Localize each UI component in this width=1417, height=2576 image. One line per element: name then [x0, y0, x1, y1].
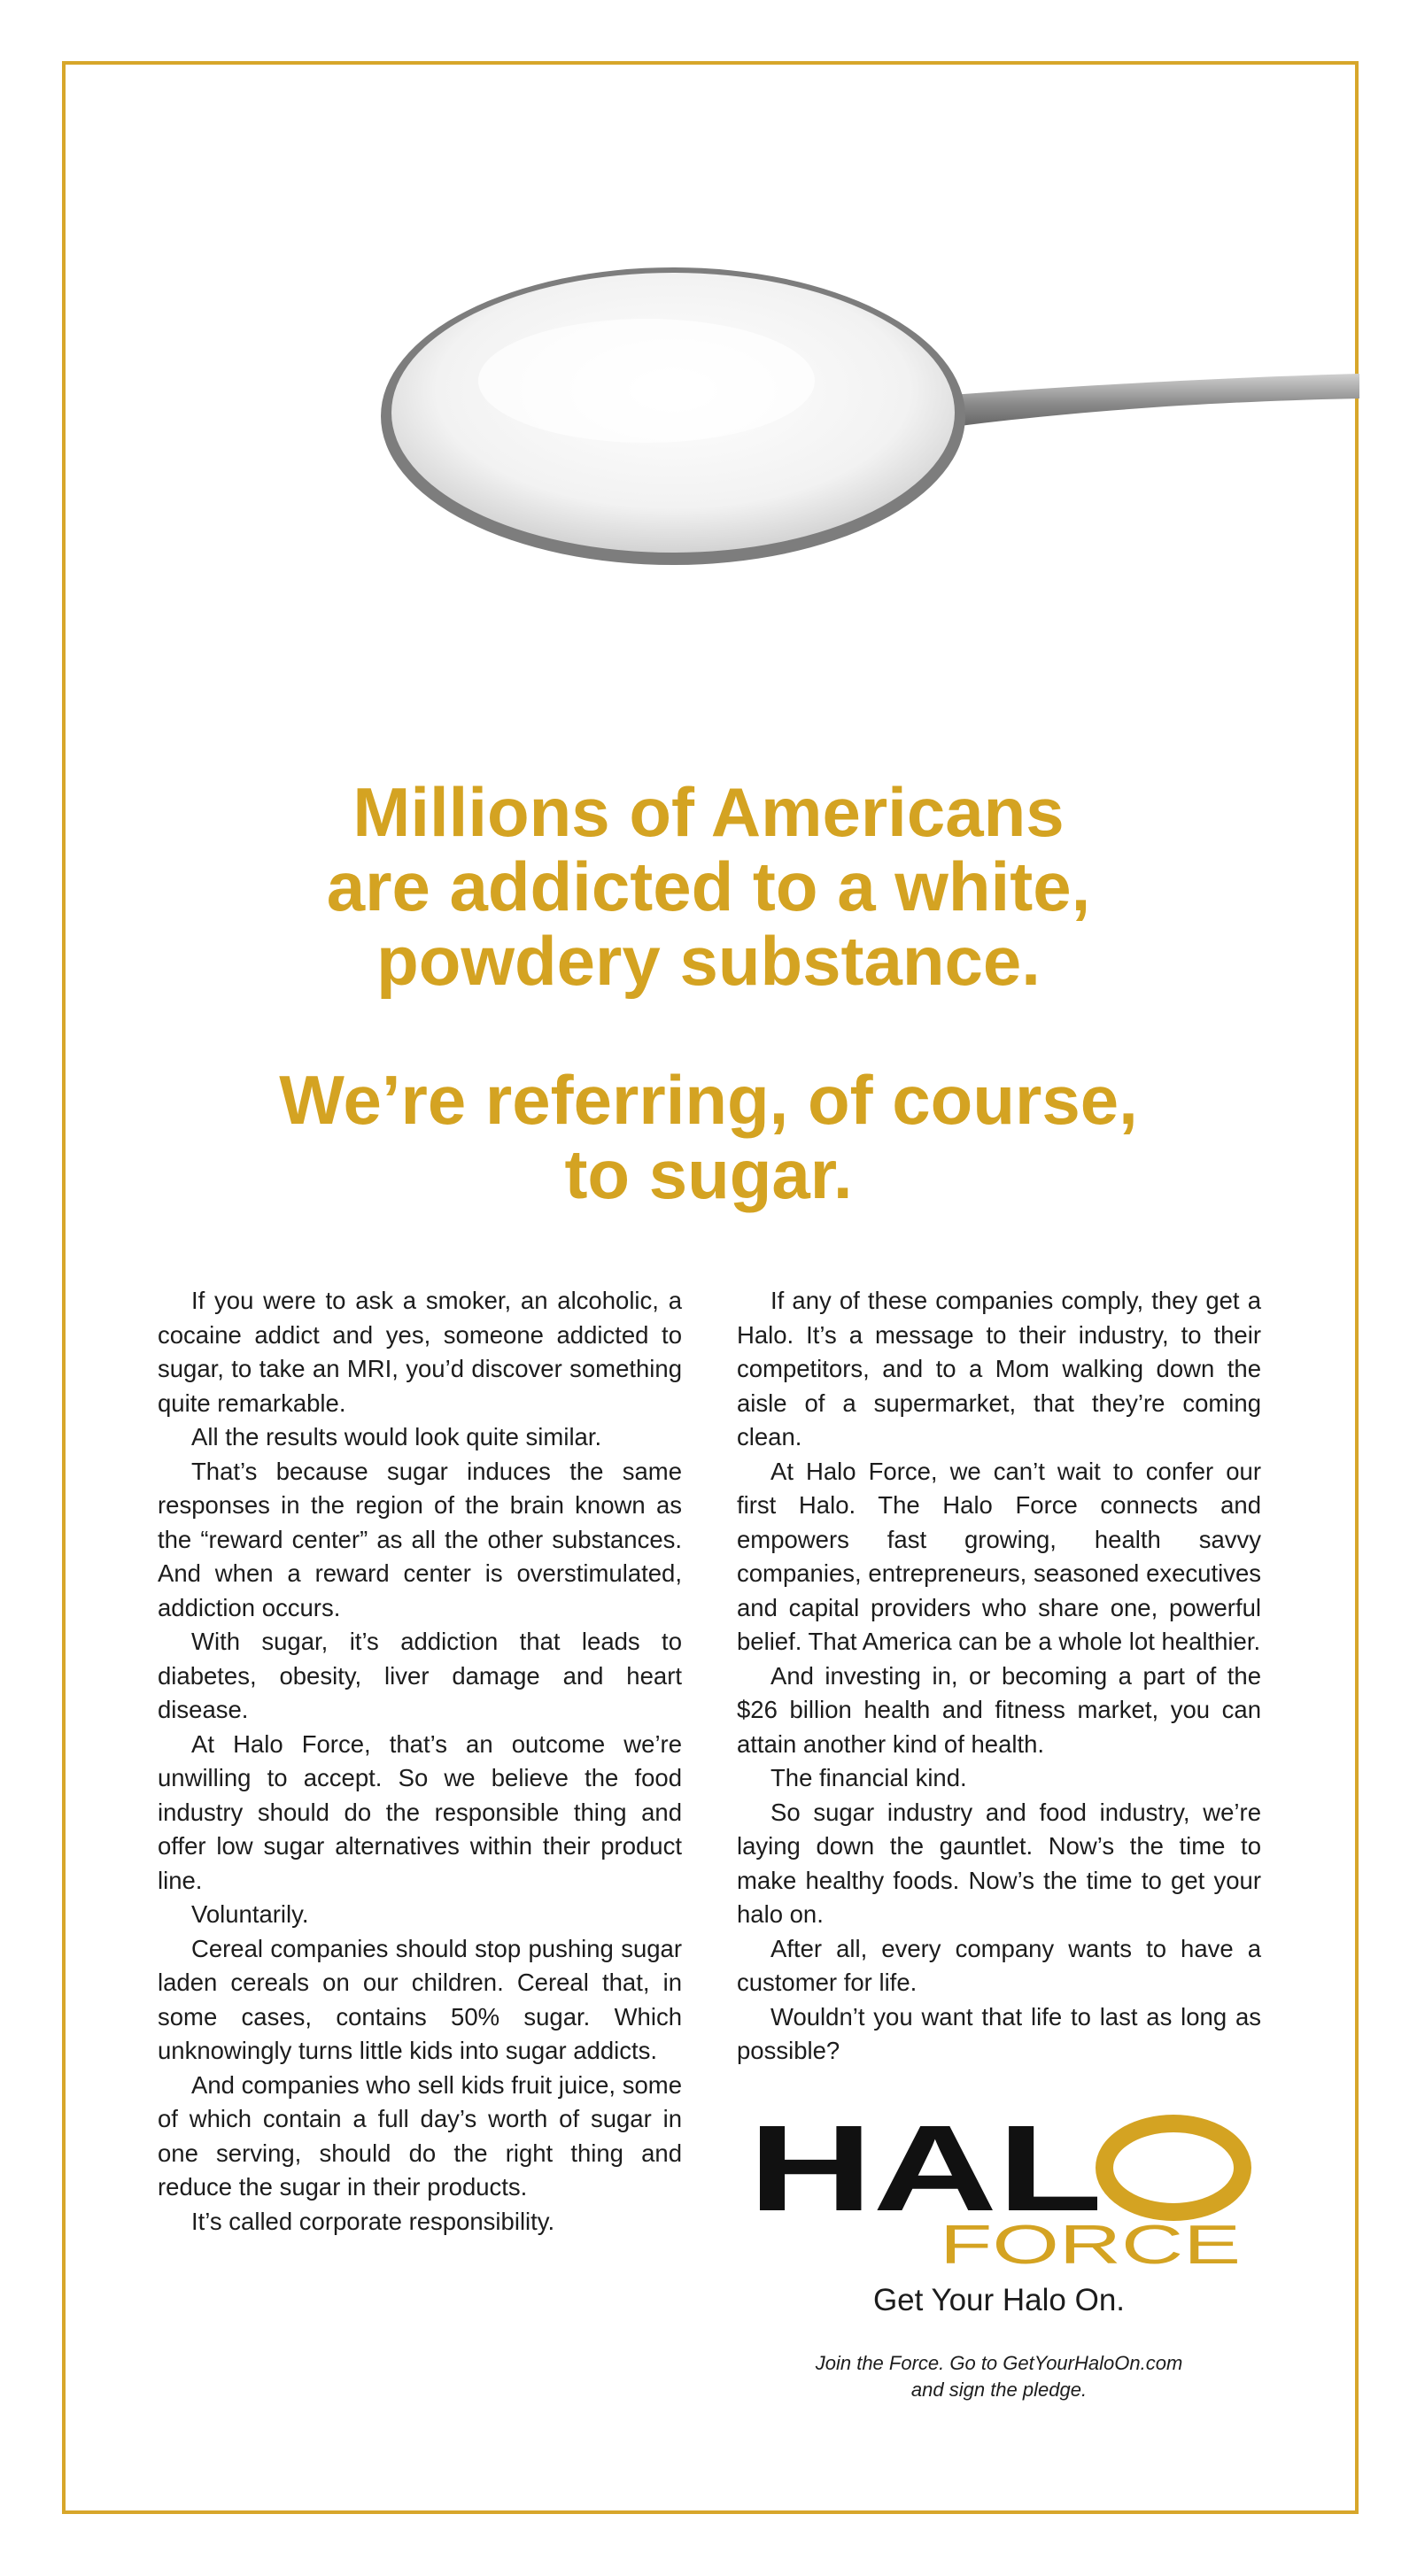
body-paragraph: At Halo Force, we can’t wait to confer our first Halo. The Halo Force connects and empowers fast growing, health savvy companies, entrepreneurs, seasoned executives and capital providers who share one, powerful belief. That America can be a whole lot healthier.	[737, 1457, 1261, 1655]
logo-word-hal: HAL	[748, 2115, 1103, 2237]
body-paragraph: With sugar, it’s addiction that leads to diabetes, obesity, liver damage and heart disease.	[158, 1628, 682, 1723]
body-column-right	[737, 1284, 1261, 2069]
body-paragraph: All the results would look quite similar.	[191, 1423, 602, 1450]
body-paragraph: At Halo Force, that’s an outcome we’re unwilling to accept. So we believe the food industry should do the responsible thing and offer low sugar alternatives within their product line.	[158, 1729, 682, 1894]
headline-line: to sugar.	[564, 1135, 853, 1213]
body-paragraph: It’s called corporate responsibility.	[191, 2207, 555, 2235]
headline-line: Millions of Americans	[352, 773, 1065, 851]
body-paragraph: The financial kind.	[770, 1764, 967, 1791]
logo-word-force: FORCE	[940, 2215, 1241, 2274]
body-paragraph: Voluntarily.	[191, 1900, 309, 1928]
headline-line: We’re referring, of course,	[279, 1061, 1138, 1139]
cta-line: and sign the pledge.	[910, 2379, 1088, 2401]
body-paragraph: And companies who sell kids fruit juice, some of which contain a full day’s worth of sugar in one serving, should do the right thing and reduce the sugar in their products.	[158, 2070, 682, 2201]
headline-secondary	[142, 1063, 1275, 1211]
sugar-spoon-image	[381, 266, 1359, 611]
body-paragraph: That’s because sugar induces the same responses in the region of the brain known as the “reward center” as all the other substances. And when a reward center is overstimulated, addiction occurs.	[158, 1457, 682, 1621]
body-paragraph: Wouldn’t you want that life to last as long as possible?	[737, 2002, 1261, 2064]
headline-line: powdery substance.	[376, 922, 1041, 1000]
cta-line: Join the Force. Go to GetYourHaloOn.com	[815, 2352, 1183, 2374]
logo-halo-ring-icon	[1104, 2123, 1243, 2212]
halo-force-logo	[748, 2115, 1253, 2274]
headline-line: are addicted to a white,	[326, 847, 1091, 925]
body-paragraph: If any of these companies comply, they get a Halo. It’s a message to their industry, to their competitors, and to a Mom walking down the aisle of a supermarket, that they’re coming clean.	[737, 1287, 1261, 1450]
tagline: Get Your Halo On.	[872, 2283, 1126, 2317]
headline-primary	[142, 775, 1275, 998]
body-paragraph: And investing in, or becoming a part of the $26 billion health and fitness market, you can attain another kind of health.	[737, 1661, 1261, 1758]
body-column-left	[158, 1284, 682, 2239]
logo-letter-o: O	[1173, 2209, 1175, 2211]
body-paragraph: Cereal companies should stop pushing sugar laden cereals on our children. Cereal that, in some cases, contains 50% sugar. Which unknowingly turns little kids into sugar addicts.	[158, 1934, 682, 2064]
body-paragraph: If you were to ask a smoker, an alcoholic, a cocaine addict and yes, someone addicted to sugar, to take an MRI, you’d discover something quite remarkable.	[158, 1287, 682, 1417]
call-to-action	[737, 2350, 1261, 2403]
body-paragraph: After all, every company wants to have a customer for life.	[737, 1934, 1261, 1996]
body-paragraph: So sugar industry and food industry, we’re laying down the gauntlet. Now’s the time to make healthy foods. Now’s the time to get your halo on.	[737, 1798, 1261, 1928]
